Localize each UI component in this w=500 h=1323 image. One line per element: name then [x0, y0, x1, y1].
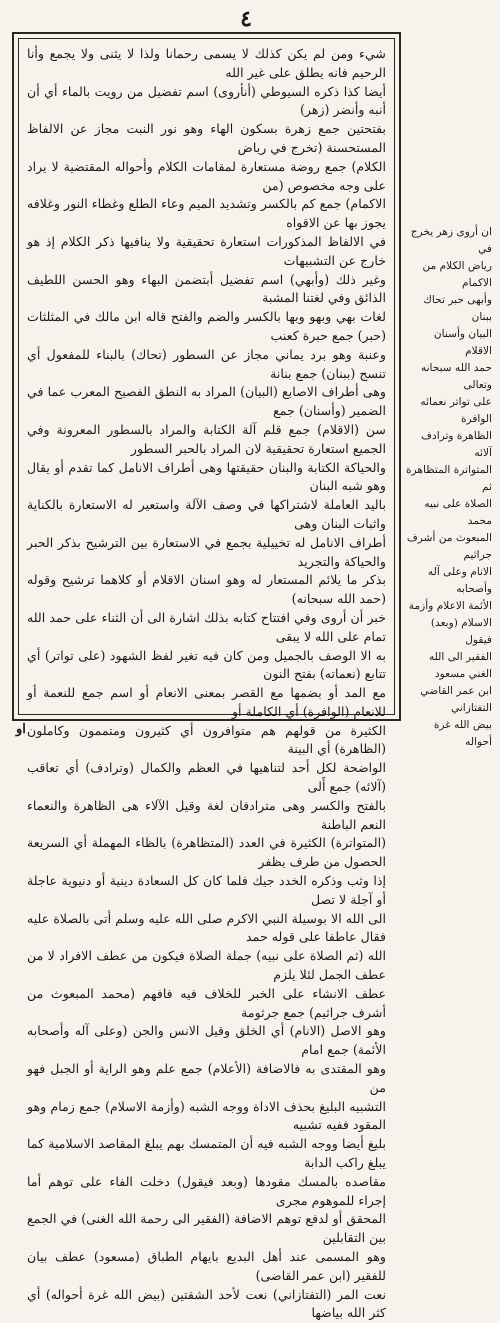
matn-line: الانام وعلى آله وأصحابه: [427, 566, 492, 595]
commentary-line: وهو الاصل (الانام) أي الخلق وقيل الانس والجن (وعلى آله وأصحابه الأئمة) جمع امام: [27, 1023, 386, 1058]
commentary-line: الكثيرة من قولهم هم متوافرون أي كثيرون ومتممون وكاملون (الظاهرة) أي البينة: [27, 722, 386, 757]
commentary-line: الى الله الا بوسيلة النبي الاكرم صلى الله عليه وسلم أتى بالصلاة عليه فقال عاطفا على قوله حمد: [27, 910, 386, 945]
main-text-inner-border: [18, 38, 395, 1321]
commentary-line: والحياكة الكتابة والبنان حقيقتها وهى أطراف الانامل كما تقدم أو يقال وهو شبه البنان: [27, 459, 386, 494]
commentary-line: أيضا كذا ذكره السيوطي (أنأروى) اسم تفضيل من رويت بالماء أي أن أنبه وأنضر (زهر): [27, 83, 386, 118]
marginal-matn-text: [404, 224, 492, 751]
commentary-line: المحقق أو لدفع توهم الاضافة (الفقير الى رحمة الله الغنى) في الجمع بين التقابلين: [27, 1211, 386, 1246]
commentary-line: وهى أطراف الاصابع (البيان) المراد به النطق الفصيح المعرب عما في الضمير (وأسنان) جمع: [27, 384, 386, 419]
commentary-line: وهو المسمى عند أهل البديع بايهام الطباق (مسعود) عطف بيان للفقير (ابن عمر القاضى): [27, 1249, 386, 1283]
matn-line: حمد الله سبحانه وتعالى: [420, 362, 492, 391]
commentary-line: وغير ذلك (وأبهي) اسم تفضيل أبتضمن البهاء وهو الحسن اللطيف الذائق وفي لغتنا المشبة: [27, 271, 386, 306]
commentary-line: الاكمام) جمع كم بالكسر وتشديد الميم وعاء الطلع وغطاء النور وغلافه يجوز بها عن الاقواه: [27, 196, 386, 231]
commentary-line: وهو المقتدى به فالاضافة (الأعلام) جمع علم وهو الراية أو الجبل فهو من: [27, 1061, 386, 1095]
matn-line: الصلاة على نبيه محمد: [424, 498, 492, 527]
commentary-line: أطراف الانامل له تخييلية بجمع في الاستعارة بين الترشيح بذكر الحبر والحياكة والتجريد: [27, 534, 386, 569]
commentary-line: عطف الانشاء على الخبر للخلاف فيه فافهم (محمد المبعوث من أشرف جراثيم) جمع جرثومة: [27, 985, 386, 1020]
commentary-line: بفتحتين جمع زهرة بسكون الهاء وهو نور النبت مجاز عن الالفاظ المستحسنة (تخرج في رياض: [27, 121, 386, 155]
commentary-line: خبر أن أروى وفي افتتاح كتابه بذلك اشارة الى أن الثناء على حمد الله تمام على الله لا يبقى: [27, 609, 386, 644]
matn-line: البيان وأسنان الاقلام: [433, 328, 492, 357]
commentary-line: الكلام) جمع روضة مستعارة لمقامات الكلام وأحواله المقتضية لا يراد على وجه مخصوص (من: [27, 158, 386, 193]
commentary-line: لغات بهي وبهو وبها بالكسر والضم والفتح قاله ابن مالك في المثلثات (حبر) جمع حبرة كعنب: [27, 309, 386, 343]
commentary-line: الله (ثم الصلاة على نبيه) جملة الصلاة فيكون من عطف الافراد لا من عطف الجمل لئلا يلزم: [27, 948, 386, 983]
commentary-line: مع المد أو بضمها مع القصر بمعنى الانعام أو اسم جمع للنعمة أو للانعام (الوافرة) أي الكاملة أو: [27, 685, 386, 719]
matn-line: بيض الله غرة أحواله: [433, 719, 492, 748]
main-text-frame: [12, 32, 401, 1321]
matn-line: الأئمة الاعلام وأزمة: [408, 600, 492, 612]
commentary-line: بالفتح والكسر وهى مترادفان لغة وقيل الآلاء هى الظاهرة والنعماء النعم الباطنة: [27, 797, 386, 832]
matn-line: ان أروى زهر يخرج في: [410, 226, 492, 255]
commentary-line: باليد العاملة لاشتراكها في وصف الآلة واستعير له الاستعارة بالكناية واثبات البنان وهى: [27, 497, 386, 531]
matn-line: المتواترة المتظاهرة ثم: [405, 464, 492, 493]
commentary-line: نعت المر (التفتازاني) نعت لأحد الشقتين (بيض الله غرة أحواله) أي كثر الله بياضها: [27, 1286, 386, 1321]
page-number: ٤: [240, 6, 252, 32]
commentary-line: سن (الاقلام) جمع قلم آلة الكتابة والمراد بالسطور المعرونة وفي الجميع استعارة تحقيقية لان المراد بالحبر السطور: [27, 421, 386, 456]
matn-line: المبعوث من أشرف جراثيم: [406, 532, 492, 561]
commentary-line: التشبيه البليغ بحذف الاداة ووجه الشبه (وأزمة الاسلام) جمع زمام وهو المقود ففيه تشبيه: [27, 1098, 386, 1133]
commentary-line: الواضحة لكل أحد لتناهيها في العظم والكمال (وترادف) أي تعاقب (آلائه) جمع أَلى: [27, 760, 386, 795]
commentary-text: [27, 45, 386, 1321]
matn-line: الاسلام (وبعد) فيقول: [430, 617, 492, 646]
commentary-line: في الالفاظ المذكورات استعارة تحقيقية ولا ينافيها ذكر الكلام إذ هو خارج عن التشبيهات: [27, 233, 386, 268]
matn-line: ابن عمر القاضي التفتازاني: [420, 685, 492, 714]
commentary-line: (المتواترة) الكثيرة في العدد (المتظاهرة) بالظاء المهملة أي السريعة الحصول من طرف يظفر: [27, 835, 386, 870]
matn-line: الظاهرة وترادف آلائه: [421, 430, 492, 459]
catchword: او: [16, 722, 26, 737]
matn-line: رياض الكلام من الاكمام: [422, 260, 492, 289]
commentary-line: مقاصده بالمسك مقودها (وبعد فيقول) دخلت الفاء على توهم أما إجراء للموهوم مجرى: [27, 1173, 386, 1208]
commentary-line: إذا وثب وذكره الخدد جيك فلما كان كل السعادة دينية أو دنيوية عاجلة أو آجلة لا تصل: [27, 873, 386, 907]
matn-line: على تواتر نعمائه الوافرة: [420, 396, 492, 425]
commentary-line: بذكر ما يلائم المستعار له وهو اسنان الاقلام أو كلاهما ترشيح وقوله (حمد الله سبحانه): [27, 572, 386, 607]
commentary-line: وعنبة وهو برد يماني مجاز عن السطور (تحاك) بالبناء للمفعول أي تنسج (ببنان) جمع بنانة: [27, 346, 386, 381]
matn-line: وأبهى حبر تحاك ببنان: [423, 294, 492, 323]
commentary-line: بليغ أيضا ووجه الشبه فيه أن المتمسك بهم يبلغ المقاصد الاسلامية كما يبلغ راكب الدابة: [27, 1136, 386, 1171]
commentary-line: به الا الوصف بالجميل ومن كان فيه تغير لفظ الشهود (على تواتر) أي تتابع (نعماته) بفتح النون: [27, 647, 386, 682]
matn-line: الفقير الى الله الغني مسعود: [428, 651, 492, 680]
commentary-line: شيء ومن لم يكن كذلك لا يسمى رحمانا ولذا لا يثنى ولا يجمع وأنا الرحيم فانه يطلق على غير الله: [27, 46, 386, 80]
